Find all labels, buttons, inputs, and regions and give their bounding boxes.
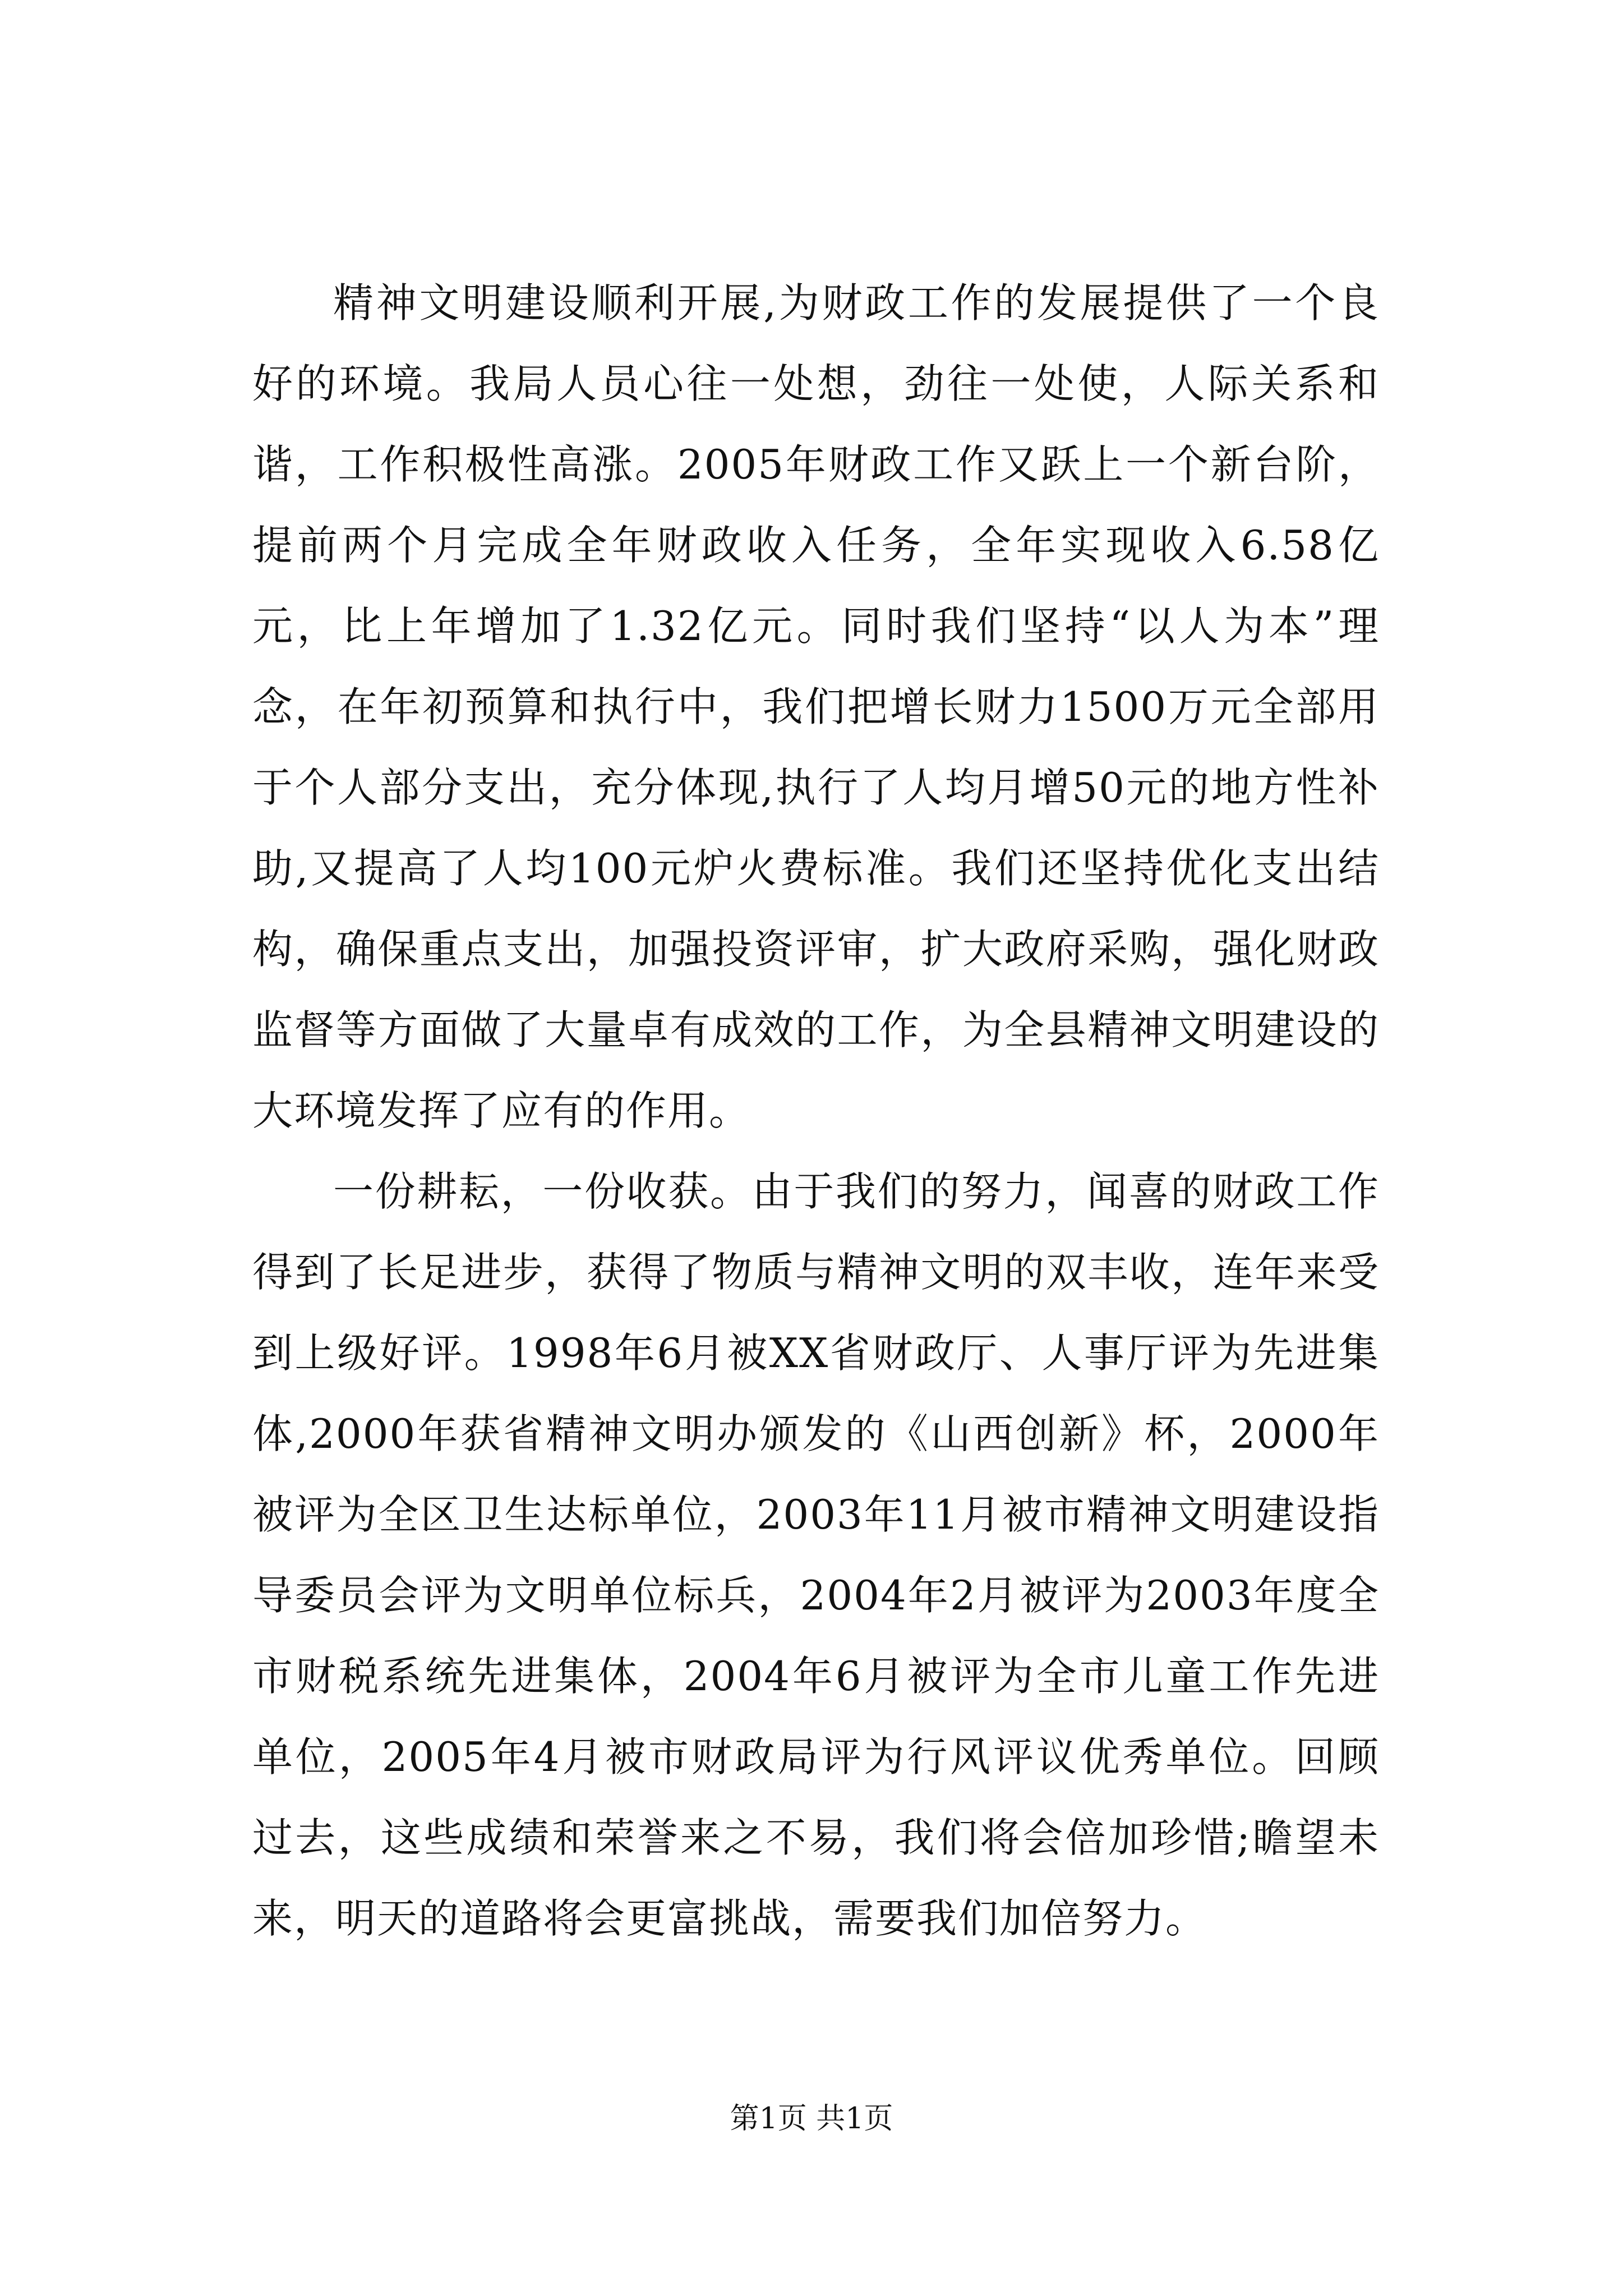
paragraph-2: 一份耕耘，一份收获。由于我们的努力，闻喜的财政工作得到了长足进步，获得了物质与精神文明的双丰收，连年来受到上级好评。1998年6月被XX省财政厅、人事厅评为先进集体,2000年获省精神文明办颁发的《山西创新》杯，2000年被评为全区卫生达标单位，2003年11月被市精神文明建设指导委员会评为文明单位标兵，2004年2月被评为2003年度全市财税系统先进集体，2004年6月被评为全市儿童工作先进单位，2005年4月被市财政局评为行风评议优秀单位。回顾过去，这些成绩和荣誉来之不易，我们将会倍加珍惜;瞻望未来，明天的道路将会更富挑战，需要我们加倍努力。 bbox=[252, 1168, 1380, 1942]
document-body bbox=[252, 263, 1380, 1959]
page-number-footer: 第1页 共1页 bbox=[730, 2102, 893, 2136]
paragraph-1: 精神文明建设顺利开展,为财政工作的发展提供了一个良好的环境。我局人员心往一处想，劲往一处使，人际关系和谐，工作积极性高涨。2005年财政工作又跃上一个新台阶，提前两个月完成全年财政收入任务，全年实现收入6.58亿元，比上年增加了1.32亿元。同时我们坚持“以人为本”理念，在年初预算和执行中，我们把增长财力1500万元全部用于个人部分支出，充分体现,执行了人均月增50元的地方性补助,又提高了人均100元炉火费标准。我们还坚持优化支出结构，确保重点支出，加强投资评审，扩大政府采购，强化财政监督等方面做了大量卓有成效的工作，为全县精神文明建设的大环境发挥了应有的作用。 bbox=[252, 279, 1380, 1134]
